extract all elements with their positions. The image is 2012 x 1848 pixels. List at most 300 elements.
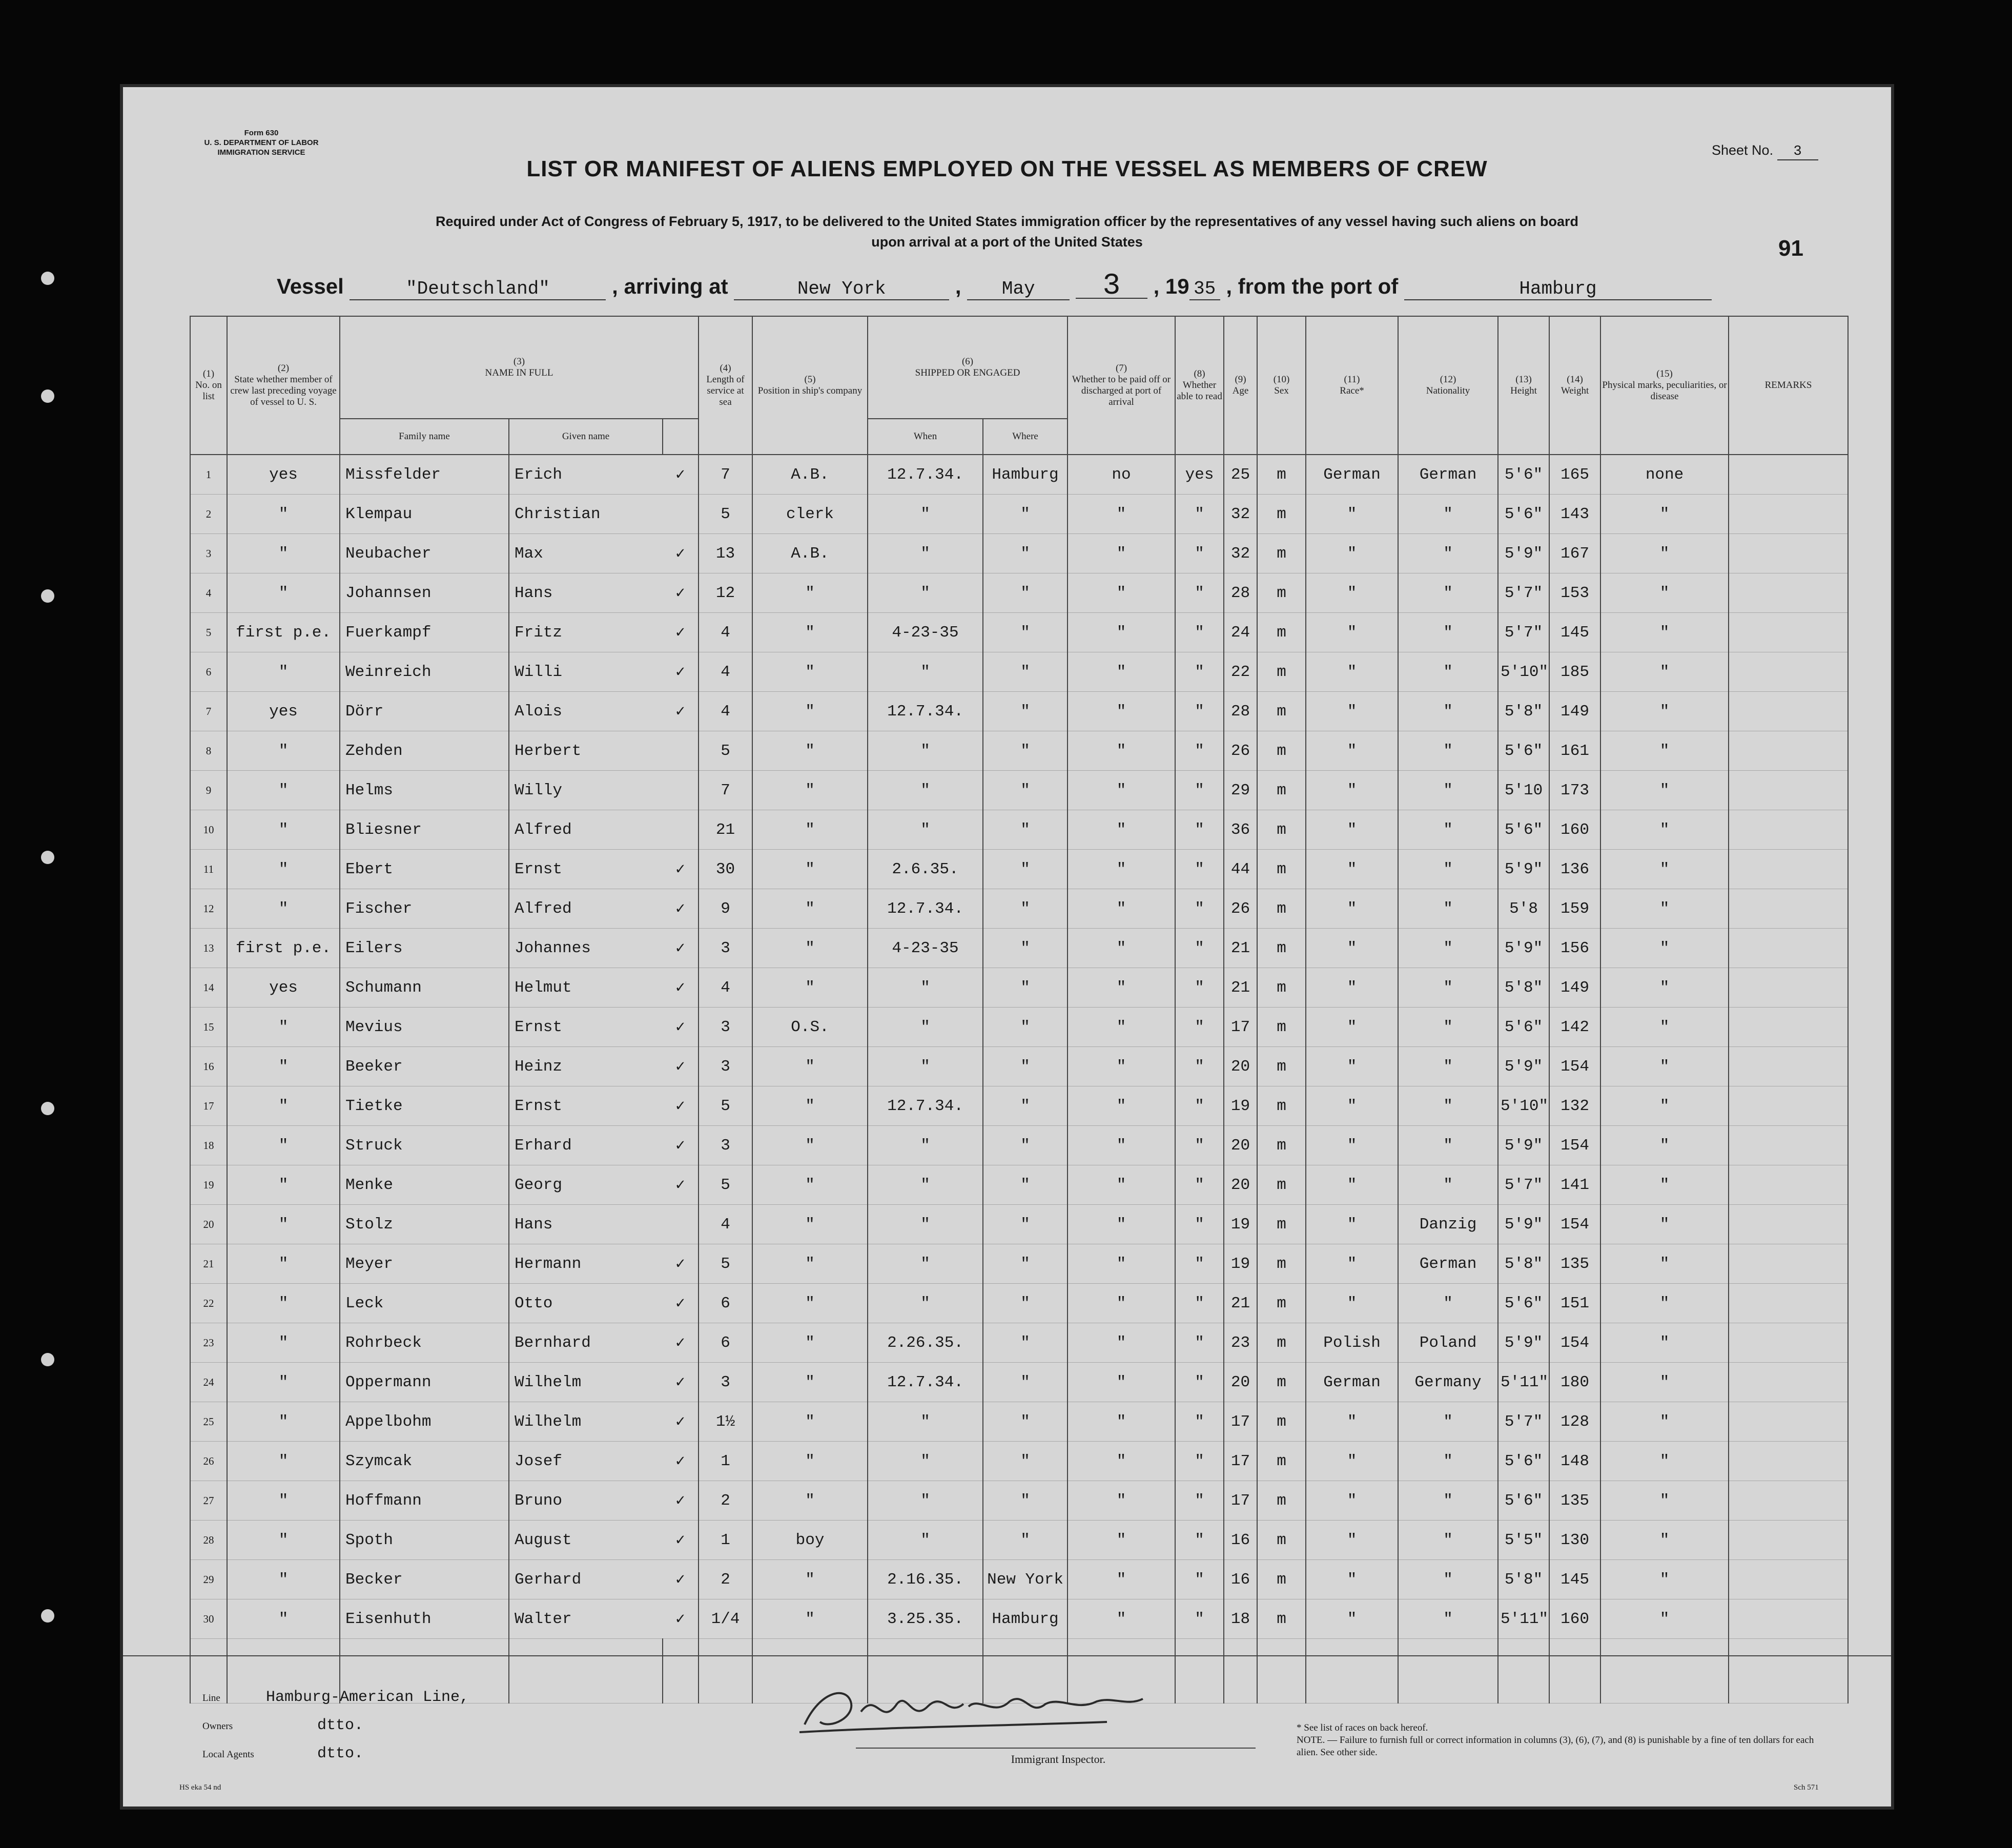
given-name: Gerhard [509,1560,663,1599]
remarks [1729,771,1848,810]
penalty-note: NOTE. — Failure to furnish full or correct information in columns (3), (6), (7), and (8) is punishable by a fine of ten dollars for each alien. See other side. [1297,1735,1814,1758]
race: " [1306,1599,1398,1639]
height: 5'8" [1498,1244,1549,1284]
check-mark [663,810,699,850]
age: 24 [1224,613,1257,652]
service-length: 4 [699,1205,752,1244]
sex: m [1257,889,1306,929]
remarks [1729,1599,1848,1639]
given-name: Georg [509,1165,663,1205]
sex: m [1257,1165,1306,1205]
shipped-when: 4-23-35 [868,613,983,652]
family-name: Rohrbeck [340,1323,509,1363]
edge-hole [41,1609,54,1623]
race: " [1306,968,1398,1008]
position: " [752,889,868,929]
family-name: Schumann [340,968,509,1008]
shipped-when: " [868,1165,983,1205]
family-name: Neubacher [340,534,509,573]
shipped-when: " [868,652,983,692]
stamp-number: 91 [1778,236,1803,261]
check-mark: ✓ [663,968,699,1008]
family-name: Klempau [340,495,509,534]
given-name: Wilhelm [509,1402,663,1442]
physical-marks: " [1600,1205,1729,1244]
physical-marks: " [1600,771,1729,810]
row-number: 22 [190,1284,227,1323]
position: boy [752,1521,868,1560]
sex: m [1257,1047,1306,1086]
check-mark [663,1205,699,1244]
col-header-where: Where [983,419,1067,455]
blank-cell [1175,1639,1224,1703]
height: 5'8" [1498,692,1549,731]
age: 32 [1224,534,1257,573]
height: 5'10 [1498,771,1549,810]
weight: 130 [1549,1521,1600,1560]
last-voyage: " [227,810,340,850]
nationality: German [1398,1244,1498,1284]
able-to-read: " [1175,1521,1224,1560]
height: 5'10" [1498,1086,1549,1126]
paid-off: " [1067,929,1175,968]
check-mark: ✓ [663,455,699,495]
row-number: 23 [190,1323,227,1363]
last-voyage: " [227,1363,340,1402]
able-to-read: " [1175,613,1224,652]
nationality: " [1398,1047,1498,1086]
paid-off: " [1067,1442,1175,1481]
physical-marks: " [1600,731,1729,771]
family-name: Oppermann [340,1363,509,1402]
last-voyage: " [227,652,340,692]
family-name: Menke [340,1165,509,1205]
race: " [1306,1402,1398,1442]
col-header-when: When [868,419,983,455]
paid-off: " [1067,652,1175,692]
col-header-service-length: (4) Length of service at sea [699,316,752,455]
family-name: Johannsen [340,573,509,613]
position: " [752,1402,868,1442]
col-header-height: (13) Height [1498,316,1549,455]
blank-cell [1600,1639,1729,1703]
paid-off: " [1067,1363,1175,1402]
last-voyage: " [227,495,340,534]
weight: 173 [1549,771,1600,810]
position: " [752,1284,868,1323]
paid-off: " [1067,1521,1175,1560]
shipped-where: " [983,495,1067,534]
height: 5'9" [1498,929,1549,968]
weight: 154 [1549,1205,1600,1244]
shipped-where: " [983,850,1067,889]
nationality: " [1398,613,1498,652]
table-row [190,495,1848,534]
shipped-when: " [868,1402,983,1442]
last-voyage: yes [227,692,340,731]
age: 16 [1224,1560,1257,1599]
height: 5'5" [1498,1521,1549,1560]
footer-owners [202,1717,363,1734]
physical-marks: " [1600,613,1729,652]
given-name: Ernst [509,1086,663,1126]
service-length: 5 [699,731,752,771]
weight: 165 [1549,455,1600,495]
age: 32 [1224,495,1257,534]
weight: 149 [1549,692,1600,731]
shipped-where: " [983,1047,1067,1086]
col-header-last-voyage: (2) State whether member of crew last preceding voyage of vessel to U. S. [227,316,340,455]
row-number: 15 [190,1008,227,1047]
physical-marks: none [1600,455,1729,495]
service-length: 4 [699,613,752,652]
shipped-when: " [868,810,983,850]
family-name: Appelbohm [340,1402,509,1442]
last-voyage: first p.e. [227,929,340,968]
vessel-name: "Deutschland" [350,278,606,300]
check-mark: ✓ [663,889,699,929]
service-length: 3 [699,1126,752,1165]
paid-off: " [1067,771,1175,810]
given-name: Willy [509,771,663,810]
nationality: " [1398,495,1498,534]
shipped-when: " [868,731,983,771]
given-name: August [509,1521,663,1560]
sex: m [1257,692,1306,731]
age: 23 [1224,1323,1257,1363]
inspector-label: Immigrant Inspector. [1011,1753,1106,1765]
race: " [1306,1205,1398,1244]
service-length: 7 [699,771,752,810]
able-to-read: " [1175,1205,1224,1244]
sex: m [1257,929,1306,968]
table-row [190,1086,1848,1126]
service-length: 6 [699,1284,752,1323]
table-row [190,1323,1848,1363]
race: " [1306,692,1398,731]
shipped-when: 12.7.34. [868,692,983,731]
paid-off: " [1067,1086,1175,1126]
given-name: Herbert [509,731,663,771]
paid-off: " [1067,968,1175,1008]
position: " [752,731,868,771]
shipped-where: Hamburg [983,1599,1067,1639]
line-value: Hamburg-American Line, [266,1689,469,1706]
sex: m [1257,534,1306,573]
sex: m [1257,810,1306,850]
footer-agents [202,1745,363,1762]
shipped-when: " [868,1442,983,1481]
row-number: 12 [190,889,227,929]
nationality: " [1398,968,1498,1008]
physical-marks: " [1600,1008,1729,1047]
race: German [1306,455,1398,495]
weight: 145 [1549,613,1600,652]
last-voyage: " [227,1205,340,1244]
race: " [1306,731,1398,771]
table-row [190,1402,1848,1442]
service-length: 6 [699,1323,752,1363]
nationality: " [1398,652,1498,692]
shipped-where: " [983,1008,1067,1047]
nationality: " [1398,1481,1498,1521]
shipped-when: 12.7.34. [868,455,983,495]
position: " [752,1244,868,1284]
remarks [1729,692,1848,731]
col-header-able-to-read: (8) Whether able to read [1175,316,1224,455]
race: " [1306,810,1398,850]
height: 5'7" [1498,613,1549,652]
given-name: Alfred [509,810,663,850]
service-length: 9 [699,889,752,929]
sex: m [1257,1560,1306,1599]
remarks [1729,573,1848,613]
remarks [1729,1244,1848,1284]
height: 5'6" [1498,1481,1549,1521]
last-voyage: " [227,850,340,889]
position: A.B. [752,534,868,573]
paid-off: " [1067,1323,1175,1363]
row-number: 10 [190,810,227,850]
table-row [190,1481,1848,1521]
height: 5'6" [1498,495,1549,534]
table-row [190,929,1848,968]
shipped-where: " [983,1284,1067,1323]
sex: m [1257,731,1306,771]
family-name: Eilers [340,929,509,968]
check-mark: ✓ [663,1126,699,1165]
vessel-line: Vessel "Deutschland" , arriving at New York , May 3 , 19 35 , from the port of Hamburg [277,274,1712,300]
service-length: 4 [699,652,752,692]
form-code-left: HS eka 54 nd [179,1783,221,1792]
nationality: " [1398,850,1498,889]
remarks [1729,1481,1848,1521]
able-to-read: " [1175,929,1224,968]
family-name: Eisenhuth [340,1599,509,1639]
table-row [190,534,1848,573]
height: 5'8" [1498,1560,1549,1599]
physical-marks: " [1600,850,1729,889]
shipped-where: " [983,1323,1067,1363]
race: " [1306,1560,1398,1599]
weight: 185 [1549,652,1600,692]
weight: 167 [1549,534,1600,573]
service-length: 13 [699,534,752,573]
col-header-race: (11) Race* [1306,316,1398,455]
service-length: 4 [699,692,752,731]
given-name: Josef [509,1442,663,1481]
given-name: Helmut [509,968,663,1008]
able-to-read: " [1175,889,1224,929]
weight: 180 [1549,1363,1600,1402]
row-number: 20 [190,1205,227,1244]
remarks [1729,1086,1848,1126]
service-length: 3 [699,929,752,968]
given-name: Johannes [509,929,663,968]
given-name: Walter [509,1599,663,1639]
position: " [752,1165,868,1205]
paid-off: " [1067,1126,1175,1165]
shipped-when: " [868,771,983,810]
height: 5'9" [1498,850,1549,889]
race: " [1306,1086,1398,1126]
height: 5'8" [1498,968,1549,1008]
nationality: " [1398,1560,1498,1599]
physical-marks: " [1600,1165,1729,1205]
family-name: Bliesner [340,810,509,850]
physical-marks: " [1600,692,1729,731]
blank-cell [699,1639,752,1703]
arrival-year: 35 [1189,278,1220,300]
race: German [1306,1363,1398,1402]
nationality: " [1398,692,1498,731]
service-length: 2 [699,1481,752,1521]
height: 5'6" [1498,455,1549,495]
nationality: " [1398,1442,1498,1481]
physical-marks: " [1600,1323,1729,1363]
footer-divider [123,1655,1891,1656]
weight: 154 [1549,1126,1600,1165]
table-row [190,1244,1848,1284]
table-row [190,652,1848,692]
service-length: 1 [699,1442,752,1481]
family-name: Helms [340,771,509,810]
height: 5'9" [1498,1205,1549,1244]
line-label: Line [202,1693,220,1703]
remarks [1729,968,1848,1008]
height: 5'9" [1498,1126,1549,1165]
paid-off: " [1067,850,1175,889]
paid-off: " [1067,1284,1175,1323]
last-voyage: " [227,1481,340,1521]
remarks [1729,1008,1848,1047]
col-header-shipped: (6) SHIPPED OR ENGAGED [868,316,1067,419]
form-code-right: Sch 571 [1794,1783,1819,1792]
row-number: 14 [190,968,227,1008]
col-header-number: (1) No. on list [190,316,227,455]
family-name: Tietke [340,1086,509,1126]
weight: 148 [1549,1442,1600,1481]
weight: 151 [1549,1284,1600,1323]
row-number: 26 [190,1442,227,1481]
race: " [1306,1244,1398,1284]
age: 19 [1224,1205,1257,1244]
edge-hole [41,272,54,285]
footer-line [202,1689,469,1706]
sheet-number-value: 3 [1777,144,1818,160]
family-name: Weinreich [340,652,509,692]
check-mark: ✓ [663,1560,699,1599]
sex: m [1257,1521,1306,1560]
age: 25 [1224,455,1257,495]
row-number: 29 [190,1560,227,1599]
nationality: " [1398,1521,1498,1560]
able-to-read: " [1175,1086,1224,1126]
age: 21 [1224,968,1257,1008]
shipped-when: " [868,1205,983,1244]
remarks [1729,1126,1848,1165]
edge-hole [41,851,54,864]
blank-cell [1306,1639,1398,1703]
family-name: Missfelder [340,455,509,495]
nationality: Poland [1398,1323,1498,1363]
able-to-read: " [1175,1047,1224,1086]
check-mark: ✓ [663,1244,699,1284]
last-voyage: " [227,1521,340,1560]
shipped-when: " [868,968,983,1008]
last-voyage: " [227,1008,340,1047]
col-header-age: (9) Age [1224,316,1257,455]
table-row [190,1521,1848,1560]
blank-cell [509,1639,663,1703]
manifest-sheet [123,87,1891,1806]
shipped-where: " [983,929,1067,968]
table-row [190,1205,1848,1244]
age: 20 [1224,1165,1257,1205]
age: 17 [1224,1442,1257,1481]
family-name: Dörr [340,692,509,731]
nationality: " [1398,1284,1498,1323]
shipped-where: " [983,771,1067,810]
row-number: 9 [190,771,227,810]
col-header-position: (5) Position in ship's company [752,316,868,455]
table-row [190,968,1848,1008]
height: 5'7" [1498,1165,1549,1205]
service-length: 21 [699,810,752,850]
row-number: 21 [190,1244,227,1284]
check-mark: ✓ [663,1442,699,1481]
nationality: " [1398,929,1498,968]
nationality: " [1398,1165,1498,1205]
weight: 160 [1549,810,1600,850]
sex: m [1257,1442,1306,1481]
age: 20 [1224,1363,1257,1402]
able-to-read: " [1175,1481,1224,1521]
shipped-where: " [983,1363,1067,1402]
owners-label: Owners [202,1721,233,1732]
shipped-when: 4-23-35 [868,929,983,968]
race: " [1306,1047,1398,1086]
nationality: German [1398,455,1498,495]
remarks [1729,1205,1848,1244]
race: " [1306,573,1398,613]
family-name: Mevius [340,1008,509,1047]
race: " [1306,1481,1398,1521]
table-row [190,810,1848,850]
weight: 136 [1549,850,1600,889]
service-length: 4 [699,968,752,1008]
position: " [752,1047,868,1086]
check-mark: ✓ [663,1481,699,1521]
remarks [1729,495,1848,534]
shipped-where: " [983,534,1067,573]
blank-cell [1498,1639,1549,1703]
subtitle-line-2: upon arrival at a port of the United States [871,234,1143,250]
age: 21 [1224,1284,1257,1323]
paid-off: " [1067,495,1175,534]
remarks [1729,850,1848,889]
nationality: " [1398,534,1498,573]
shipped-where: " [983,692,1067,731]
sex: m [1257,1086,1306,1126]
race: " [1306,1284,1398,1323]
row-number: 11 [190,850,227,889]
check-mark: ✓ [663,1323,699,1363]
sex: m [1257,455,1306,495]
able-to-read: " [1175,573,1224,613]
weight: 132 [1549,1086,1600,1126]
able-to-read: " [1175,1244,1224,1284]
